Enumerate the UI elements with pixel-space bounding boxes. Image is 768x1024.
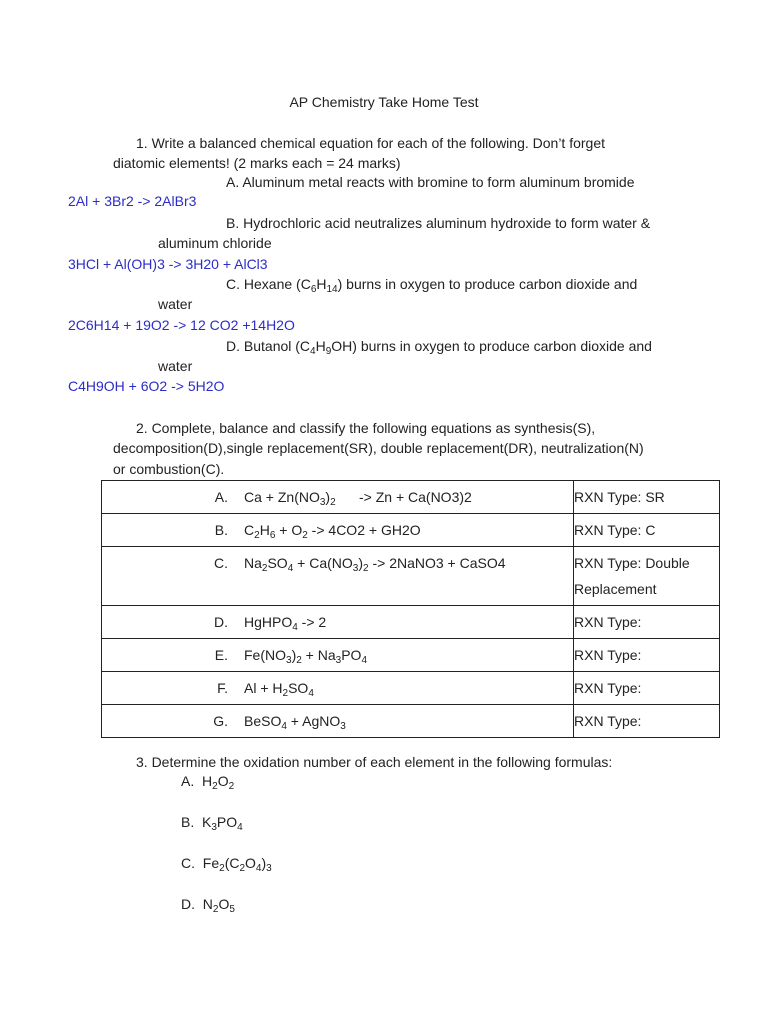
subscript: 5: [229, 904, 235, 915]
q3-prompt: 3. Determine the oxidation number of each element in the following formulas:: [136, 754, 613, 770]
equation: [244, 675, 573, 701]
row-letter: G.: [213, 713, 228, 729]
q3-formula-a: [181, 771, 234, 791]
equation-cell: [102, 639, 574, 672]
subscript: 3: [319, 497, 326, 508]
q1d-question: D. Butanol $(C_4H_9OH)$ burns in oxygen to produce carbon dioxide and: [226, 338, 652, 357]
q1c-answer: 2C6H14 + 19O2 -> 12 CO2 +14H2O: [68, 317, 295, 333]
formula-text: SO: [267, 555, 288, 571]
equation: [244, 517, 573, 543]
page-title: AP Chemistry Take Home Test: [289, 94, 479, 110]
equation-cell: [102, 481, 574, 514]
q3-formula-b: [181, 812, 243, 832]
subscript: 2: [282, 688, 289, 699]
q2-prompt-line2: decomposition(D),single replacement(SR), double replacement(DR), neutralization(N): [113, 440, 644, 456]
subscript: 4: [287, 563, 294, 574]
subscript: 2: [212, 781, 218, 792]
q1d-answer: C4H9OH + 6O2 -> 5H2O: [68, 378, 225, 394]
formula-text: ): [325, 489, 331, 505]
formula-text: Na: [244, 555, 262, 571]
subscript: 4: [361, 655, 368, 666]
equation-cell: [102, 606, 574, 639]
formula-text: O: [218, 896, 230, 912]
formula-text: A. H: [181, 773, 213, 789]
table-row: [102, 639, 720, 672]
q1b-question-cont: aluminum chloride: [158, 235, 272, 251]
q1a-answer: 2Al + 3Br2 -> 2AlBr3: [68, 193, 197, 209]
formula-text: (C: [224, 855, 240, 871]
equation-cell: [102, 514, 574, 547]
table-row: [102, 705, 720, 738]
rxn-type: RXN Type: C: [574, 522, 656, 538]
formula-text: PO: [216, 814, 238, 830]
q1b-answer: 3HCl + Al(OH)3 -> 3H20 + AlCl3: [68, 256, 268, 272]
formula-text: SO: [288, 680, 309, 696]
subscript: 2: [212, 904, 219, 915]
table-row: [102, 547, 720, 606]
subscript: 2: [363, 563, 369, 574]
row-letter: B.: [214, 522, 228, 538]
subscript: 2: [219, 863, 225, 874]
subscript: 2: [261, 563, 268, 574]
equation: [244, 484, 573, 510]
subscript: 4: [308, 688, 314, 699]
rxn-type-cell: [574, 606, 720, 639]
formula-text: HgHPO: [244, 614, 293, 630]
subscript: 4: [281, 721, 287, 732]
subscript: 2: [302, 530, 308, 541]
row-letter: F.: [217, 680, 228, 696]
table-row: [102, 606, 720, 639]
rxn-type-cell: [574, 705, 720, 738]
formula-text: -> 2NaNO3 + CaSO4: [368, 555, 506, 571]
q1-prompt-line1: 1. Write a balanced chemical equation for each of the following. Don’t forget: [136, 135, 606, 151]
row-letter: A.: [214, 489, 228, 505]
formula-text: Al + H: [244, 680, 283, 696]
equation-cell: [102, 672, 574, 705]
subscript: 6: [269, 530, 276, 541]
subscript: 2: [239, 863, 246, 874]
formula-text: + Na: [301, 647, 336, 663]
reaction-table: [101, 480, 720, 738]
subscript: 3: [352, 563, 359, 574]
subscript: 2: [254, 530, 260, 541]
rxn-type-cell: [574, 481, 720, 514]
equation: [244, 550, 573, 576]
table-row: [102, 672, 720, 705]
formula-text: D. N: [181, 896, 213, 912]
rxn-type-cell: [574, 547, 720, 606]
rxn-type-cell: [574, 672, 720, 705]
q1d-question-cont: water: [158, 358, 193, 374]
subscript: 4: [255, 863, 262, 874]
formula-text: ): [291, 647, 297, 663]
row-letter: E.: [214, 647, 228, 663]
table-row: [102, 481, 720, 514]
rxn-type: RXN Type:: [574, 713, 642, 729]
subscript: 3: [335, 655, 342, 666]
subscript: 2: [228, 781, 235, 792]
formula-text: -> Zn + Ca(NO3)2: [335, 489, 472, 505]
formula-text: ): [261, 855, 267, 871]
q3-formula-d: [181, 894, 235, 914]
subscript: 2: [330, 497, 336, 508]
row-letter: C.: [214, 555, 228, 571]
equation: [244, 708, 573, 734]
formula-text: PO: [341, 647, 362, 663]
q2-prompt-line1: 2. Complete, balance and classify the following equations as synthesis(S),: [136, 420, 596, 436]
q1b-question: B. Hydrochloric acid neutralizes aluminum hydroxide to form water &: [226, 215, 651, 231]
row-letter: D.: [214, 614, 228, 630]
equation: [244, 609, 573, 635]
subscript: 4: [237, 822, 243, 833]
subscript: 4: [292, 622, 298, 633]
subscript: 3: [266, 863, 272, 874]
formula-text: BeSO: [244, 713, 282, 729]
q1a-question: A. Aluminum metal reacts with bromine to form aluminum bromide: [226, 174, 635, 190]
formula-text: O: [217, 773, 229, 789]
rxn-type: RXN Type: SR: [574, 489, 665, 505]
formula-text: Ca + Zn(NO: [244, 489, 320, 505]
formula-text: + O: [275, 522, 303, 538]
formula-text: -> 2: [297, 614, 327, 630]
subscript: 3: [286, 655, 292, 666]
rxn-type-cell: [574, 639, 720, 672]
formula-text: -> 4CO2 + GH2O: [307, 522, 421, 538]
formula-text: C: [244, 522, 255, 538]
q1-prompt-line2: diatomic elements! (2 marks each = 24 marks): [113, 155, 401, 171]
table-row: [102, 514, 720, 547]
q1c-question-cont: water: [158, 296, 193, 312]
rxn-type-cell: [574, 514, 720, 547]
rxn-type: RXN Type: Double Replacement: [574, 555, 690, 597]
subscript: 2: [296, 655, 302, 666]
formula-text: ): [358, 555, 364, 571]
subscript: 3: [340, 721, 346, 732]
formula-text: Fe(NO: [244, 647, 286, 663]
formula-text: O: [245, 855, 256, 871]
rxn-type: RXN Type:: [574, 647, 642, 663]
equation-cell: [102, 547, 574, 606]
subscript: 3: [211, 822, 217, 833]
q1c-question: C. Hexane $(C_6H_{14})$ burns in oxygen to produce carbon dioxide and: [226, 276, 638, 295]
formula-text: + AgNO: [286, 713, 341, 729]
formula-text: H: [259, 522, 270, 538]
formula-text: + Ca(NO: [293, 555, 353, 571]
rxn-type: RXN Type:: [574, 680, 642, 696]
equation-cell: [102, 705, 574, 738]
formula-text: B. K: [181, 814, 212, 830]
q3-formula-c: [181, 853, 272, 873]
formula-text: C. Fe: [181, 855, 220, 871]
q2-prompt-line3: or combustion(C).: [113, 461, 225, 477]
equation: [244, 642, 573, 668]
rxn-type: RXN Type:: [574, 614, 642, 630]
